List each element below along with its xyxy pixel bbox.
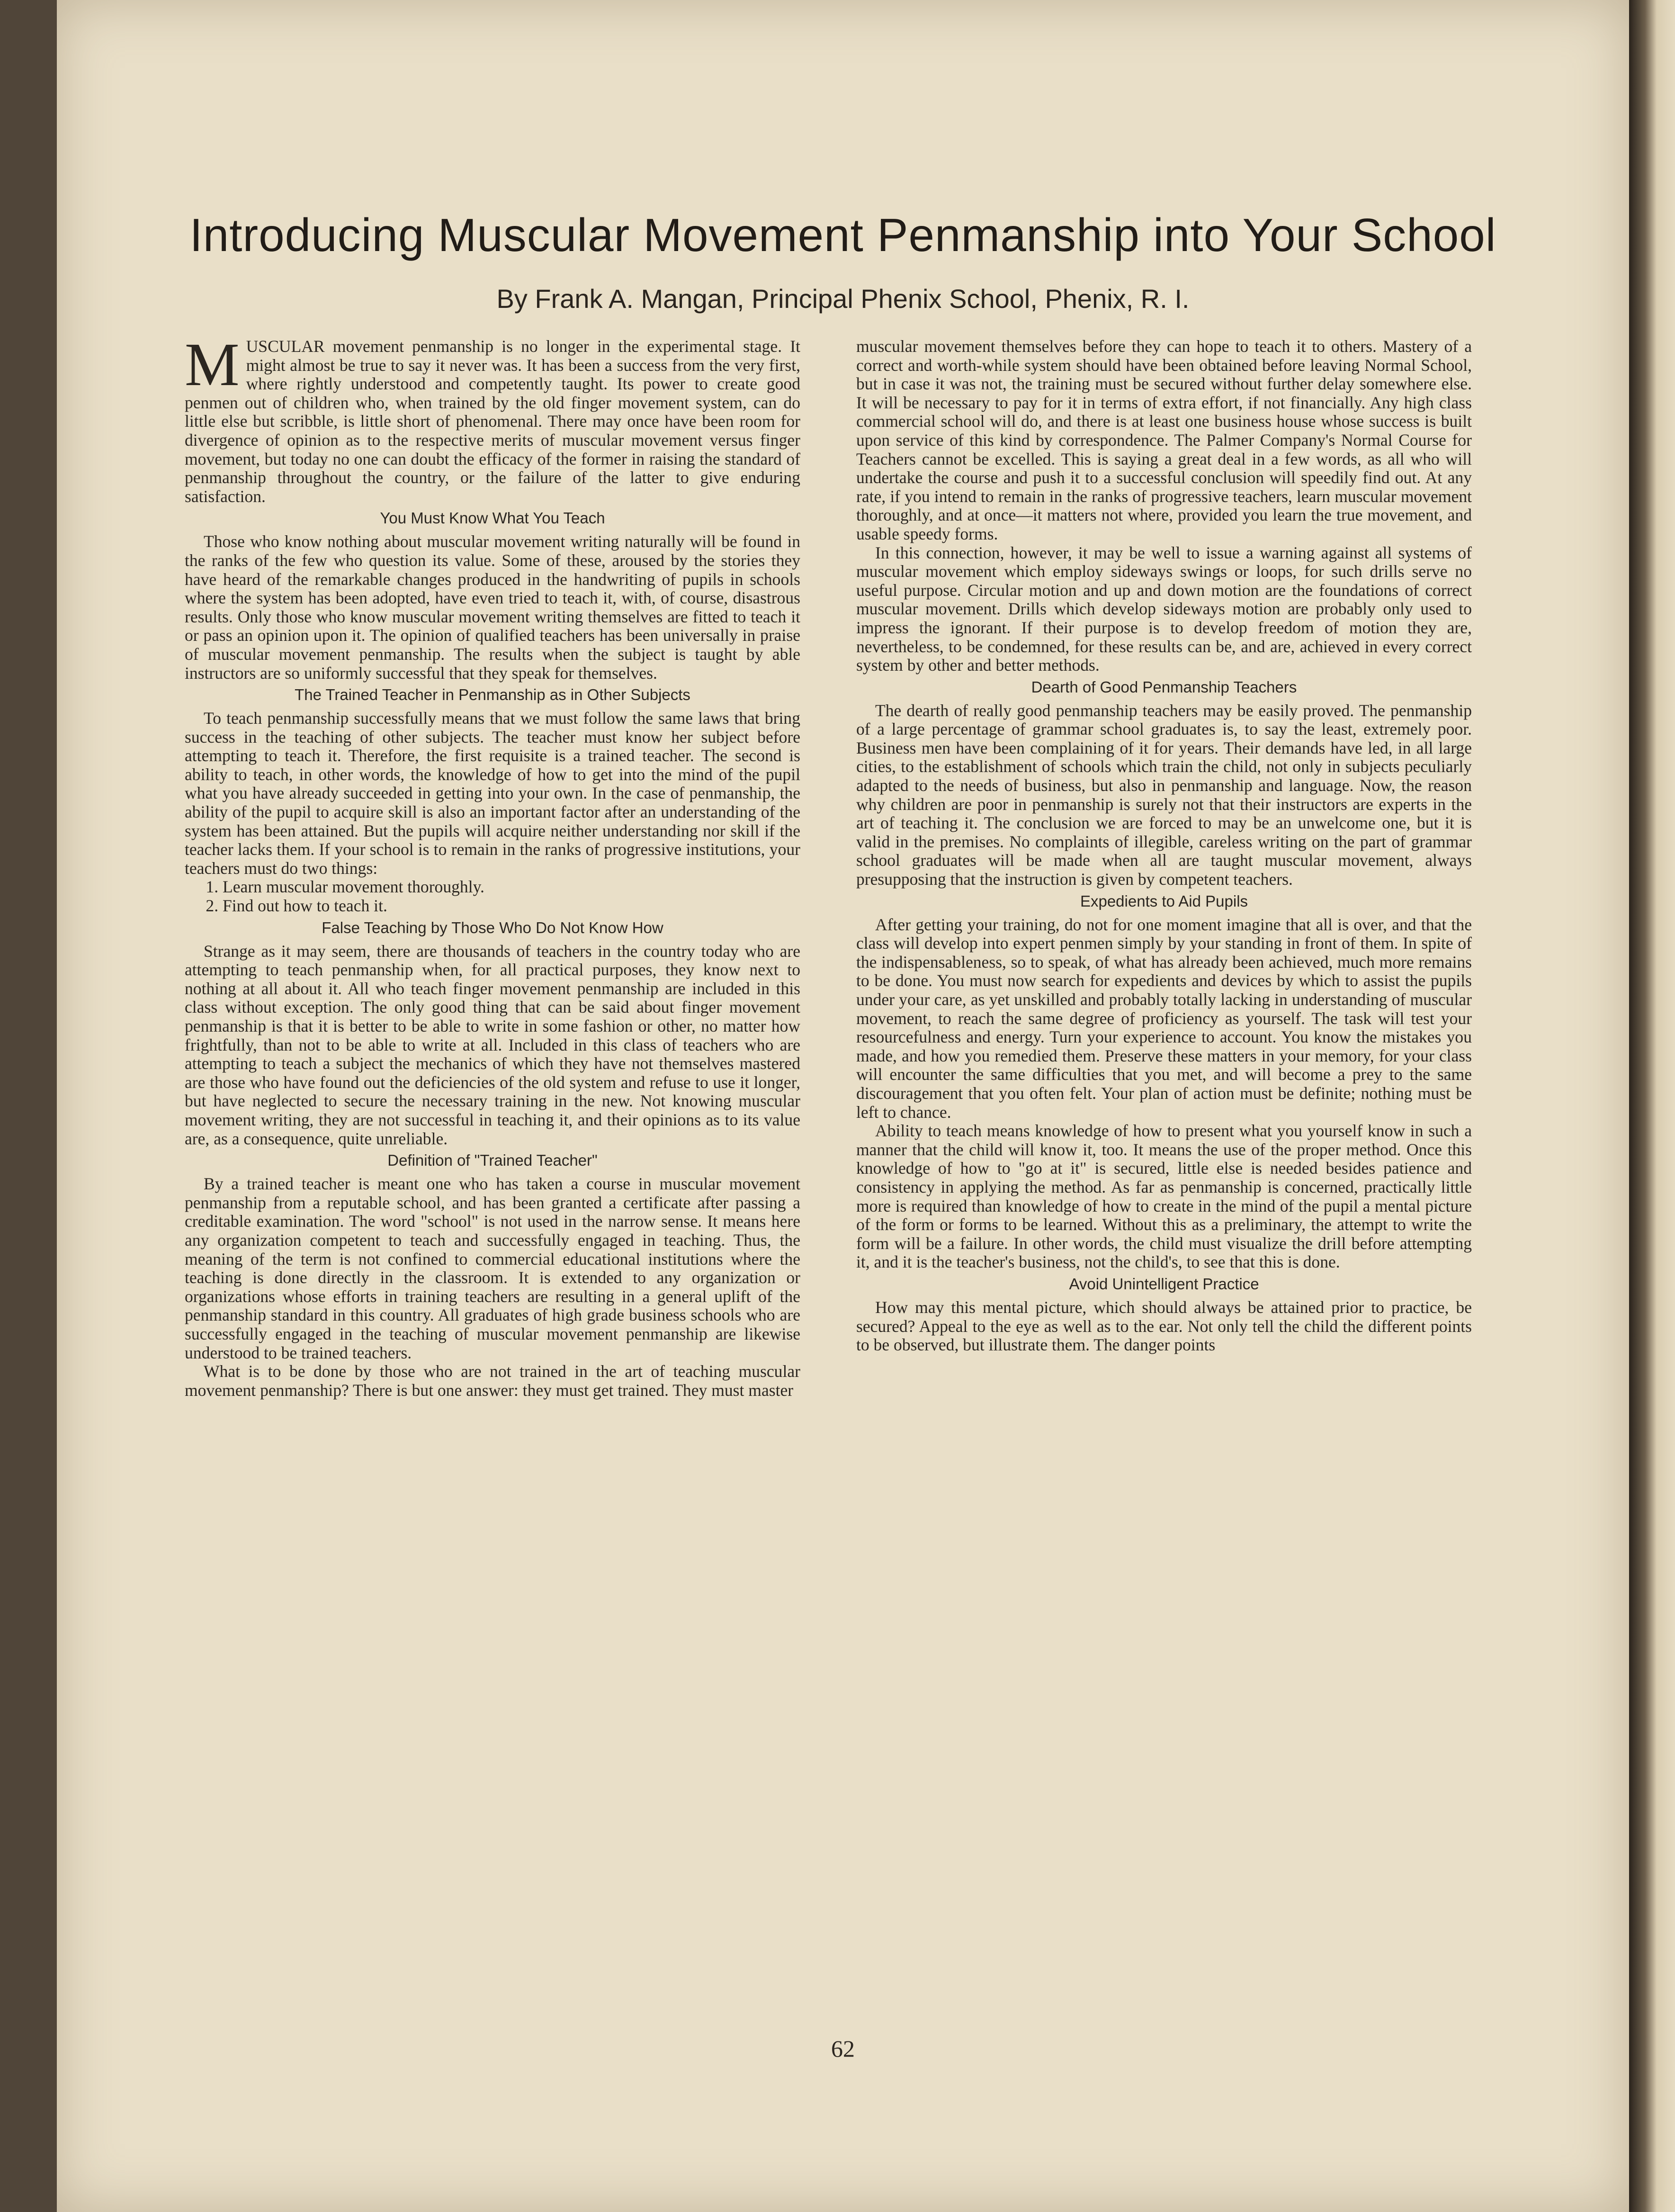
body-paragraph: The dearth of really good penmanship teachers may be easily proved. The penmanship of a large percentage of grammar school graduates is, to say the least, extremely poor. Business men have been complaining of it for years. Their demands have led, in all large cities, to the establishment of schools which train the child, not only in subjects peculiarly adapted to the needs of business, but also in penmanship and language. Now, the reason why children are poor in penmanship is surely not that their instructors are experts in the art of teaching it. The conclusion we are forced to may be an unwelcome one, but it is valid in the premises. No complaints of illegible, careless writing on the part of grammar school graduates will be made when all are taught muscular movement, always presupposing that the instruction is given by competent teachers.: [856, 701, 1472, 889]
list-item: 2. Find out how to teach it.: [223, 897, 800, 916]
body-paragraph: muscular movement themselves before they can hope to teach it to others. Mastery of a correct and worth-while system should have been obtained before leaving Normal School, but in case it was not, the training must be secured without further delay somewhere else. It will be necessary to pay for it in terms of extra effort, if not financially. Any high class commercial school will do, and there is at least one business house whose success is built upon service of this kind by correspondence. The Palmer Company's Normal Course for Teachers cannot be excelled. This is saying a great deal in a few words, as all who will undertake the course and push it to a successful conclusion will speedily find out. At any rate, if you intend to remain in the ranks of progressive teachers, learn muscular movement thoroughly, and at once—it matters not where, provided you learn the true movement, and usable speedy forms.: [856, 337, 1472, 543]
list-item: 1. Learn muscular movement thoroughly.: [223, 878, 800, 897]
page-number: 62: [831, 2035, 855, 2062]
section-heading: The Trained Teacher in Penmanship as in Other Subjects: [295, 686, 690, 704]
section-heading: You Must Know What You Teach: [380, 509, 605, 527]
drop-cap: M: [185, 337, 240, 399]
body-paragraph: Strange as it may seem, there are thousands of teachers in the country today who are attempting to teach penmanship when, for all practical purposes, they know next to nothing at all about it. All who teach finger movement penmanship are included in this class without exception. The only good thing that can be said about finger movement penmanship is that it is better to be able to write in some fashion or other, no matter how frightfully, than not to be able to write at all. Included in this class of teachers who are attempting to teach a subject the mechanics of which they have not themselves mastered are those who have found out the deficiencies of the old system and refuse to use it longer, but have neglected to secure the necessary training in the new. Not knowing muscular movement writing, they are not successful in teaching it, and their opinions as to its value are, as a consequence, quite unreliable.: [185, 941, 800, 1148]
section-heading: Dearth of Good Penmanship Teachers: [1031, 678, 1297, 696]
body-paragraph: To teach penmanship successfully means that we must follow the same laws that bring success in the teaching of other subjects. The teacher must know her subject before attempting to teach it. Therefore, the first requisite is a trained teacher. The second is ability to teach, in other words, the knowledge of how to get into the mind of the pupil what you have already succeeded in getting into your own. In the case of penmanship, the ability of the pupil to acquire skill is also an important factor after an understanding of the system has been attained. But the pupils will acquire neither understanding nor skill if the teacher lacks them. If your school is to remain in the ranks of progressive institutions, your teachers must do two things:: [185, 709, 800, 878]
intro-paragraph: [185, 337, 800, 506]
section-heading: Expedients to Aid Pupils: [1080, 892, 1248, 910]
section-heading: Definition of "Trained Teacher": [387, 1151, 598, 1169]
numbered-list: [185, 878, 800, 915]
body-paragraph: Ability to teach means knowledge of how to present what you yourself know in such a manner that the child will know it, too. It means the use of the proper method. Once this knowledge of how to "go at it" is secured, little else is needed besides patience and consistency in applying the method. As far as penmanship is concerned, practically little more is required than knowledge of how to create in the mind of the pupil a mental picture of the form or forms to be learned. Without this as a preliminary, the attempt to write the form will be a failure. In other words, the child must visualize the drill before attempting it, and it is the teacher's business, not the child's, to see that this is done.: [856, 1121, 1472, 1272]
article-title: Introducing Muscular Movement Penmanship into Your School: [189, 209, 1496, 261]
body-paragraph: How may this mental picture, which should always be attained prior to practice, be secured? Appeal to the eye as well as to the ear. Not only tell the child the different points to be observed, but illustrate them. The danger points: [856, 1297, 1472, 1355]
right-column: [856, 337, 1472, 2019]
left-column: [185, 337, 800, 2019]
body-paragraph: In this connection, however, it may be well to issue a warning against all systems of muscular movement which employ sideways swings or loops, for such drills serve no useful purpose. Circular motion and up and down motion are the foundations of correct muscular movement. Drills which develop sideways motion are probably only used to impress the ignorant. If their purpose is to develop freedom of motion they are, nevertheless, to be condemned, for these results can be, and are, achieved in every correct system by other and better methods.: [856, 543, 1472, 675]
body-paragraph: What is to be done by those who are not trained in the art of teaching muscular movement penmanship? There is but one answer: they must get trained. They must master: [185, 1362, 800, 1400]
body-paragraph: Those who know nothing about muscular movement writing naturally will be found in the ranks of the few who question its value. Some of these, aroused by the stories they have heard of the remarkable changes produced in the handwriting of pupils in schools where the system has been adopted, have even tried to teach it, with, of course, disastrous results. Only those who know muscular movement writing themselves are fitted to teach it or pass an opinion upon it. The opinion of qualified teachers has been universally in praise of muscular movement penmanship. The results when the subject is taught by able instructors are so uniformly successful that they speak for themselves.: [185, 532, 800, 683]
magazine-page: [57, 0, 1629, 2212]
intro-text: USCULAR movement penmanship is no longer in the experimental stage. It might almost be true to say it never was. It has been a success from the very first, where rightly understood and competently taught. Its power to create good penmen out of children who, when trained by the old finger movement system, can do little else but scribble, is little short of phenomenal. There may once have been room for divergence of opinion as to the respective merits of muscular movement versus finger movement, but today no one can doubt the efficacy of the former in raising the standard of penmanship throughout the country, or the failure of the latter to give enduring satisfaction.: [185, 337, 800, 506]
section-heading: False Teaching by Those Who Do Not Know How: [322, 918, 663, 936]
article-byline: By Frank A. Mangan, Principal Phenix School, Phenix, R. I.: [496, 284, 1190, 314]
section-heading: Avoid Unintelligent Practice: [1069, 1275, 1259, 1293]
book-spine-edge: [1629, 0, 1675, 2212]
body-paragraph: By a trained teacher is meant one who has taken a course in muscular movement penmanship from a reputable school, and has been granted a certificate after passing a creditable examination. The word "school" is not used in the narrow sense. It means here any organization competent to teach and successfully engaged in teaching. Thus, the meaning of the term is not confined to commercial educational institutions where the teaching is done directly in the classroom. It is extended to any organization or organizations whose efforts in training teachers are resulting in a general uplift of the penmanship standard in this country. All graduates of high grade business schools who are successfully engaged in the teaching of muscular movement penmanship are likewise understood to be trained teachers.: [185, 1174, 800, 1362]
body-paragraph: After getting your training, do not for one moment imagine that all is over, and that the class will develop into expert penmen simply by your standing in front of them. In spite of the indispensableness, so to speak, of what has already been achieved, much more remains to be done. You must now search for expedients and devices by which to assist the pupils under your care, as yet unskilled and probably totally lacking in understanding of muscular movement, to reach the same degree of proficiency as yourself. The task will test your resourcefulness and energy. Turn your experience to account. You know the mistakes you made, and how you remedied them. Preserve these matters in your memory, for your class will encounter the same difficulties that you met, and will become a prey to the same discouragement that you often felt. Your plan of action must be definite; nothing must be left to chance.: [856, 915, 1472, 1122]
